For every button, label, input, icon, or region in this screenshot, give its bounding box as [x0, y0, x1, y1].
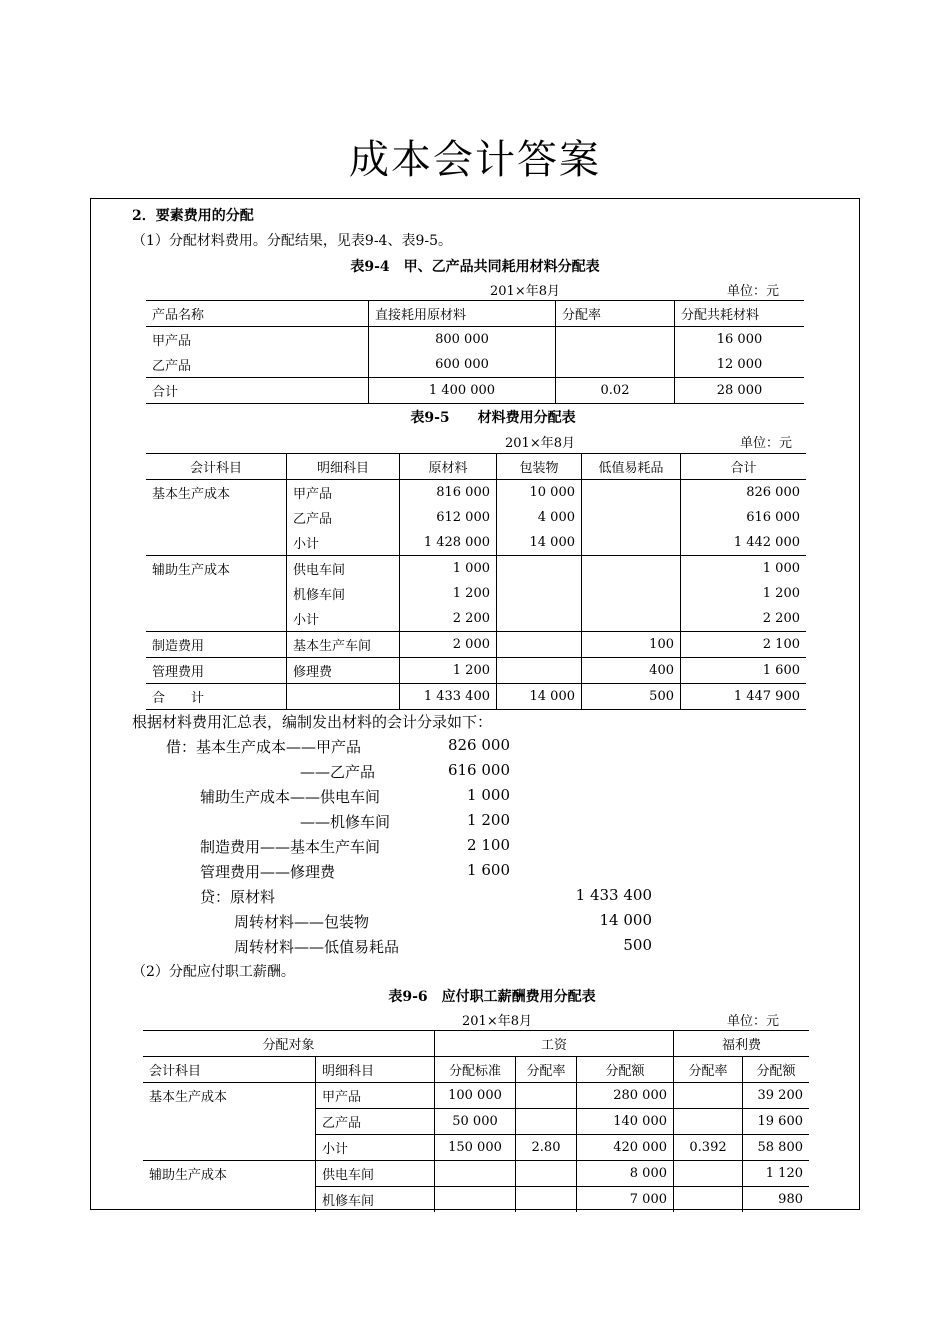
t94-cell: 甲产品: [146, 327, 369, 353]
t94-cell: 乙产品: [146, 352, 369, 378]
t95-cell: [582, 505, 681, 530]
t95-cell: 1 200: [400, 658, 497, 684]
t96-cell: [143, 1109, 316, 1135]
t96-cell: [516, 1187, 577, 1213]
journal-debit: 616 000: [447, 761, 510, 779]
table-row: [146, 378, 804, 404]
t96-cell: [143, 1187, 316, 1213]
table-row: [146, 327, 804, 353]
step1-text: （1）分配材料费用。分配结果，见表9-4、表9-5。: [132, 233, 452, 249]
t95-cell: 小计: [287, 530, 400, 556]
t95-cell: 修理费: [287, 658, 400, 684]
table-9-6: [143, 1030, 809, 1212]
journal-debit: 2 100: [467, 836, 510, 854]
t96-date: 201×年8月: [462, 1014, 532, 1029]
t95-caption: 表9-5 材料费用分配表: [410, 410, 576, 426]
t94-cell: 28 000: [675, 378, 805, 404]
table-row: [143, 1135, 809, 1161]
t95-cell: 1 442 000: [681, 530, 807, 556]
t95-cell: 制造费用: [146, 632, 287, 658]
t95-cell: [582, 530, 681, 556]
journal-line-text: ——乙产品: [300, 763, 376, 781]
t94-cell: 16 000: [716, 332, 763, 347]
t96-group-header: 福利费: [674, 1031, 810, 1057]
t95-cell: [497, 632, 582, 658]
journal-line-text: 管理费用——修理费: [200, 863, 336, 881]
t95-cell: [146, 581, 287, 606]
t95-cell: 甲产品: [287, 480, 400, 506]
t95-cell: 机修车间: [287, 581, 400, 606]
t95-cell: [582, 480, 681, 506]
t95-cell: 供电车间: [287, 556, 400, 582]
t94-cell: 合计: [146, 378, 369, 404]
t95-cell: 1 428 000: [400, 530, 497, 556]
t94-header-1: 直接耗用原材料: [369, 301, 556, 327]
t95-cell: 基本生产车间: [287, 632, 400, 658]
t96-cell: 19 600: [743, 1109, 810, 1135]
t95-cell: 100: [582, 632, 681, 658]
table-row: [146, 658, 806, 684]
t94-cell: 600 000: [369, 352, 556, 378]
t96-cell: 辅助生产成本: [143, 1161, 316, 1187]
t94-cell: [556, 327, 675, 353]
t96-cell: [143, 1135, 316, 1161]
table-row: [146, 480, 806, 506]
journal-debit: 1 600: [467, 861, 510, 879]
table-row: [146, 505, 806, 530]
t95-cell: [146, 530, 287, 556]
t95-cell: [582, 606, 681, 632]
t95-cell: 2 000: [400, 632, 497, 658]
journal-line-text: 辅助生产成本——供电车间: [200, 788, 381, 806]
t96-header: 分配率: [674, 1057, 743, 1083]
t96-cell: [516, 1109, 577, 1135]
t95-header: 包装物: [497, 454, 582, 480]
t95-cell: 10 000: [497, 480, 582, 506]
t94-caption: 表9-4 甲、乙产品共同耗用材料分配表: [350, 259, 600, 275]
t95-cell: 辅助生产成本: [146, 556, 287, 582]
journal-intro: 根据材料费用汇总表，编制发出材料的会计分录如下：: [132, 713, 493, 731]
t95-cell: 1 600: [681, 658, 807, 684]
table-row: [146, 581, 806, 606]
t95-cell: 小计: [287, 606, 400, 632]
t94-unit: 单位：元: [727, 284, 780, 299]
journal-line-text: 制造费用——基本生产车间: [200, 838, 381, 856]
table-row: [146, 684, 806, 710]
journal-debit: 1 000: [467, 786, 510, 804]
t94-cell: 12 000: [716, 357, 763, 372]
journal-credit: 1 433 400: [575, 886, 652, 904]
t96-cell: 140 000: [577, 1109, 674, 1135]
t95-cell: [497, 581, 582, 606]
t95-header: 会计科目: [146, 454, 287, 480]
table-row: [146, 352, 804, 378]
t94-header-3: 分配共耗材料: [675, 301, 805, 327]
t96-cell: [674, 1109, 743, 1135]
t94-cell: 800 000: [369, 327, 556, 353]
table-row: [143, 1109, 809, 1135]
t96-header: 分配标准: [435, 1057, 516, 1083]
t95-cell: 14 000: [497, 530, 582, 556]
t94-header-0: 产品名称: [146, 301, 369, 327]
t95-cell: 616 000: [746, 510, 800, 525]
journal-credit: 500: [623, 936, 652, 954]
t96-cell: 280 000: [577, 1083, 674, 1109]
t94-cell: 1 400 000: [369, 378, 556, 404]
t95-cell: 基本生产成本: [146, 480, 287, 506]
t96-cell: 0.392: [674, 1135, 743, 1161]
t96-cell: 甲产品: [316, 1083, 435, 1109]
t96-cell: [435, 1187, 516, 1213]
t95-cell: 1 000: [762, 561, 800, 576]
table-row: [143, 1187, 809, 1213]
journal-line-text: 周转材料——低值易耗品: [234, 938, 400, 956]
journal-line-text: 借：基本生产成本——甲产品: [166, 738, 362, 756]
t95-cell: 1 000: [400, 556, 497, 582]
t95-cell: [497, 556, 582, 582]
t95-cell: 1 200: [400, 581, 497, 606]
t95-header: 明细科目: [287, 454, 400, 480]
t96-cell: 乙产品: [316, 1109, 435, 1135]
t95-cell: 612 000: [400, 505, 497, 530]
journal-line-text: ——机修车间: [300, 813, 391, 831]
t95-cell: 2 200: [400, 606, 497, 632]
t96-cell: 1 120: [743, 1161, 810, 1187]
journal-debit: 826 000: [447, 736, 510, 754]
t96-cell: 100 000: [435, 1083, 516, 1109]
step2-text: （2）分配应付职工薪酬。: [132, 964, 295, 980]
t96-cell: 980: [778, 1192, 803, 1207]
t95-cell: 1 447 900: [681, 684, 807, 710]
t96-cell: 基本生产成本: [143, 1083, 316, 1109]
t96-cell: [674, 1187, 743, 1213]
t95-cell: 500: [582, 684, 681, 710]
t96-header: 分配额: [577, 1057, 674, 1083]
t94-date: 201×年8月: [490, 284, 560, 299]
table-row: [143, 1161, 809, 1187]
t95-cell: [582, 556, 681, 582]
t95-cell: [497, 606, 582, 632]
journal-debit: 1 200: [467, 811, 510, 829]
table-9-5: [146, 453, 806, 710]
table-9-4: [146, 300, 804, 404]
t95-cell: 816 000: [400, 480, 497, 506]
t96-cell: 150 000: [435, 1135, 516, 1161]
table-row: [143, 1083, 809, 1109]
t96-cell: 7 000: [577, 1187, 674, 1213]
t95-cell: 14 000: [497, 684, 582, 710]
t96-cell: 420 000: [577, 1135, 674, 1161]
t96-group-header: 工资: [435, 1031, 674, 1057]
t96-cell: 58 800: [743, 1135, 810, 1161]
t96-caption: 表9-6 应付职工薪酬费用分配表: [388, 989, 596, 1005]
t96-cell: [674, 1083, 743, 1109]
t96-unit: 单位：元: [727, 1014, 780, 1029]
t95-header: 合计: [681, 454, 807, 480]
t96-header: 会计科目: [143, 1057, 316, 1083]
table-row: [146, 632, 806, 658]
t96-cell: [435, 1161, 516, 1187]
t95-cell: [146, 606, 287, 632]
t96-cell: 小计: [316, 1135, 435, 1161]
t95-cell: [287, 684, 400, 710]
t95-cell: 管理费用: [146, 658, 287, 684]
t96-cell: 机修车间: [316, 1187, 435, 1213]
t96-cell: 39 200: [743, 1083, 810, 1109]
t94-cell: [556, 352, 675, 378]
t95-cell: 合 计: [146, 684, 287, 710]
section-heading: 2．要素费用的分配: [132, 208, 254, 224]
table-row: [146, 530, 806, 556]
t95-cell: [497, 658, 582, 684]
t95-cell: 1 200: [762, 586, 800, 601]
t95-cell: 400: [582, 658, 681, 684]
t96-cell: 8 000: [577, 1161, 674, 1187]
t95-date: 201×年8月: [505, 436, 575, 451]
table-row: [146, 606, 806, 632]
t94-header-2: 分配率: [556, 301, 675, 327]
journal-credit: 14 000: [599, 911, 652, 929]
t95-cell: 乙产品: [287, 505, 400, 530]
t96-cell: 50 000: [435, 1109, 516, 1135]
t95-unit: 单位：元: [740, 436, 793, 451]
t96-group-header: 分配对象: [143, 1031, 435, 1057]
t95-cell: [582, 581, 681, 606]
t95-cell: 826 000: [746, 485, 800, 500]
t94-cell: 0.02: [556, 378, 675, 404]
t95-cell: 4 000: [497, 505, 582, 530]
t95-cell: 1 433 400: [400, 684, 497, 710]
journal-line-text: 周转材料——包装物: [234, 913, 370, 931]
table-row: [146, 556, 806, 582]
t96-header: 分配率: [516, 1057, 577, 1083]
t95-cell: 2 200: [681, 606, 807, 632]
t95-cell: [146, 505, 287, 530]
page-title: 成本会计答案: [349, 137, 601, 183]
t96-header: 明细科目: [316, 1057, 435, 1083]
t96-cell: 供电车间: [316, 1161, 435, 1187]
t95-header: 低值易耗品: [582, 454, 681, 480]
t96-header: 分配额: [743, 1057, 810, 1083]
journal-line-text: 贷：原材料: [200, 888, 276, 906]
t96-cell: [516, 1161, 577, 1187]
t96-cell: 2.80: [516, 1135, 577, 1161]
t95-header: 原材料: [400, 454, 497, 480]
t96-cell: [516, 1083, 577, 1109]
t96-cell: [674, 1161, 743, 1187]
t95-cell: 2 100: [681, 632, 807, 658]
